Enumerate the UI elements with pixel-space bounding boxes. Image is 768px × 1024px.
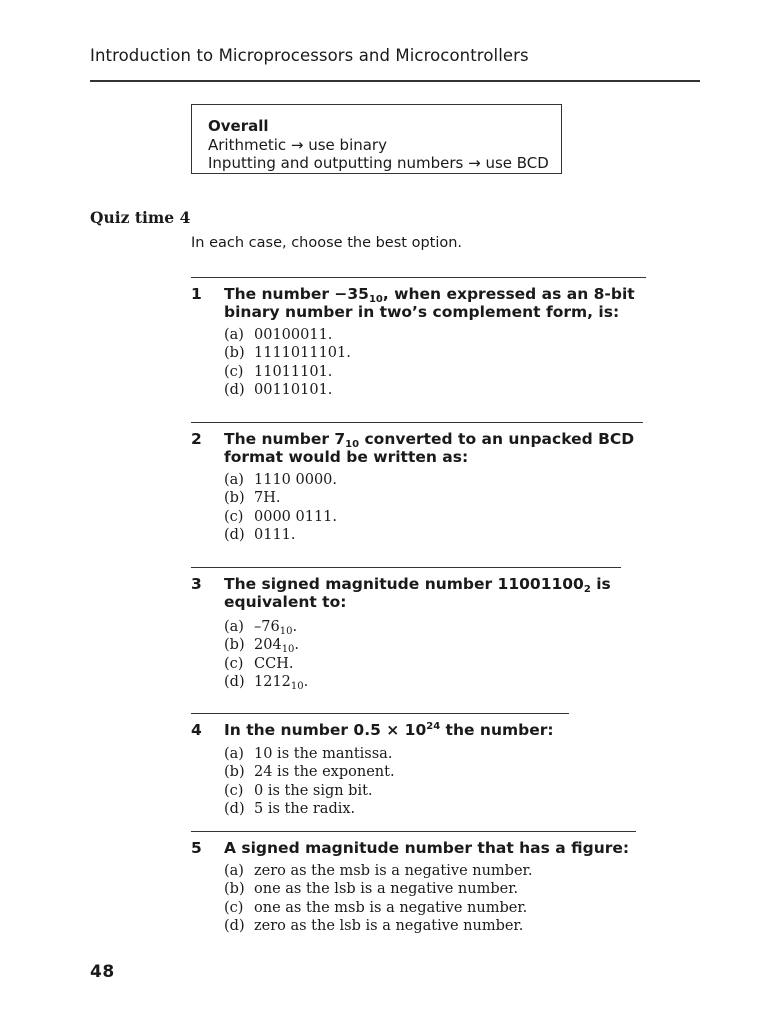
- header-rule: [90, 80, 700, 82]
- option-a: (a) $-76_{10}$.: [224, 619, 298, 637]
- option-d: (d) 5 is the radix.: [224, 800, 356, 817]
- option-c: (c) 0000 0111.: [224, 508, 338, 525]
- option-c: (c) one as the msb is a negative number.: [224, 899, 528, 916]
- summary-title: Overall: [208, 117, 269, 135]
- option-a: (a) zero as the msb is a negative number.: [224, 863, 533, 879]
- question-number: 4: [191, 721, 202, 739]
- question-text: The signed magnitude number $11001100_2$ is equivalent to:: [224, 575, 611, 611]
- question-3: [191, 567, 621, 692]
- question-number: 1: [191, 285, 202, 303]
- summary-box: [191, 104, 562, 174]
- page-number: 48: [90, 962, 115, 982]
- option-b: (b) 24 is the exponent.: [224, 764, 395, 781]
- summary-line-arithmetic: Arithmetic → use binary: [208, 136, 387, 154]
- question-4: [191, 713, 569, 817]
- question-number: 5: [191, 839, 202, 857]
- option-c: (c) 11011101.: [224, 363, 333, 380]
- option-b: (b) 1111011101.: [224, 345, 351, 362]
- running-header: Introduction to Microprocessors and Microcontrollers: [90, 46, 529, 65]
- question-2: [191, 422, 643, 543]
- option-list: [224, 471, 337, 544]
- question-rule: [191, 277, 646, 278]
- question-rule: [191, 713, 569, 714]
- option-d: (d) 00110101.: [224, 381, 333, 398]
- question-rule: [191, 567, 621, 568]
- option-list: [224, 745, 395, 818]
- quiz-instruction: In each case, choose the best option.: [191, 235, 463, 251]
- option-list: [224, 862, 533, 935]
- option-d: (d) 0111.: [224, 526, 296, 543]
- option-b: (b) one as the lsb is a negative number.: [224, 881, 519, 898]
- option-c: (c) CCH.: [224, 655, 294, 672]
- option-d: (d) zero as the lsb is a negative number.: [224, 917, 524, 934]
- question-rule: [191, 831, 636, 832]
- question-number: 2: [191, 430, 202, 448]
- option-a: (a) 1110 0000.: [224, 472, 338, 488]
- question-text: In the number $0.5 \times 10^{24}$ the number:: [224, 721, 554, 739]
- question-number: 3: [191, 575, 202, 593]
- question-1: [191, 277, 646, 398]
- option-b: (b) $204_{10}$.: [224, 637, 300, 656]
- option-b: (b) 7H.: [224, 490, 281, 507]
- option-c: (c) 0 is the sign bit.: [224, 782, 373, 799]
- question-rule: [191, 422, 643, 423]
- option-a: (a) 00100011.: [224, 327, 333, 343]
- option-a: (a) 10 is the mantissa.: [224, 746, 393, 762]
- question-text: The number $-35_{10}$, when expressed as an 8-bit binary number in two’s complement form, is:: [224, 285, 635, 321]
- summary-line-io: Inputting and outputting numbers → use BCD: [208, 154, 549, 172]
- option-list: [224, 326, 351, 399]
- question-5: [191, 831, 636, 934]
- question-text: The number $7_{10}$ converted to an unpacked BCD format would be written as:: [224, 430, 635, 466]
- question-text: A signed magnitude number that has a figure:: [224, 839, 630, 857]
- quiz-heading: Quiz time 4: [90, 208, 191, 227]
- option-d: (d) $1212_{10}$.: [224, 673, 309, 692]
- option-list: [224, 618, 308, 691]
